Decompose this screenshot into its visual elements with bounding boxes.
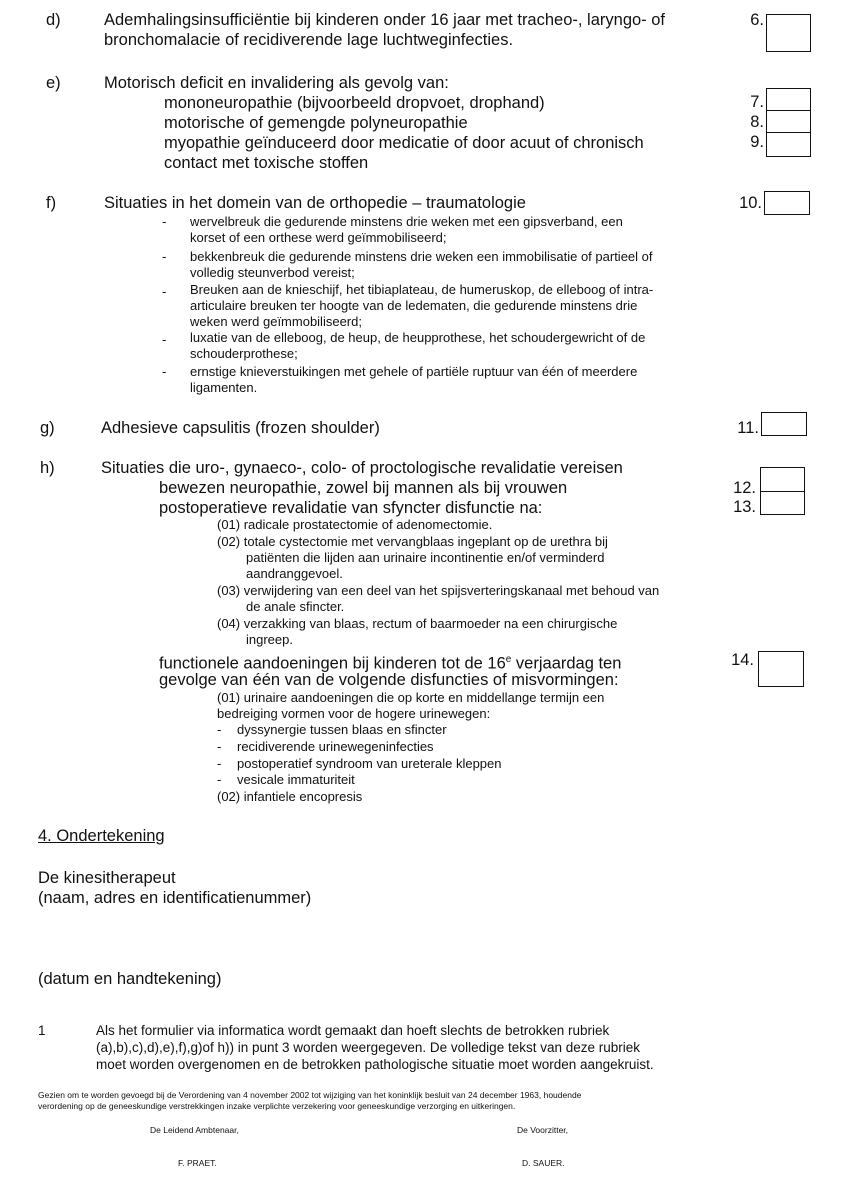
section-f-bullet2-line2: volledig steunverbod vereist; xyxy=(190,265,355,280)
section-h-sub2: postoperatieve revalidatie van sfyncter disfunctie na: xyxy=(159,499,543,517)
bullet-dash: - xyxy=(217,722,222,737)
section-h-q01-line1: (01) urinaire aandoeningen die op korte en middellange termijn een xyxy=(217,690,605,705)
checkbox-9[interactable] xyxy=(766,132,811,157)
section-f-bullet1-line2: korset of een orthese werd geïmmobiliseerd; xyxy=(190,230,447,245)
section-h-item01: (01) radicale prostatectomie of adenomectomie. xyxy=(217,517,493,532)
official-name-right: D. SAUER. xyxy=(522,1158,565,1168)
checkbox-8-number: 8. xyxy=(750,113,764,131)
section-d-line1: Ademhalingsinsufficiëntie bij kinderen onder 16 jaar met tracheo-, laryngo- of xyxy=(104,11,666,29)
checkbox-14-number: 14. xyxy=(731,651,754,669)
section-f-bullet3-line3: weken werd geïmmobiliseerd; xyxy=(190,314,362,329)
checkbox-9-number: 9. xyxy=(750,133,764,151)
section-h-sub3-line1: functionele aandoeningen bij kinderen tot de 16e verjaardag ten xyxy=(159,654,622,673)
section-h-item02-line1: (02) totale cystectomie met vervangblaas ingeplant op de urethra bij xyxy=(217,534,608,549)
kine-label-line2: (naam, adres en identificatienummer) xyxy=(38,889,312,907)
section-h-item02-line2: patiënten die lijden aan urinaire incontinentie en/of verminderd xyxy=(246,550,605,565)
section-g-title: Adhesieve capsulitis (frozen shoulder) xyxy=(101,419,380,437)
section-d-line2: bronchomalacie of recidiverende lage luchtweginfecties. xyxy=(104,31,514,49)
section-h-q-bullet4: vesicale immaturiteit xyxy=(237,772,355,787)
section-f-bullet5-line2: ligamenten. xyxy=(190,380,258,395)
section-f-bullet4-line2: schouderprothese; xyxy=(190,346,298,361)
checkbox-12-number: 12. xyxy=(733,479,756,497)
checkbox-6[interactable] xyxy=(766,14,811,52)
date-signature-label: (datum en handtekening) xyxy=(38,970,222,988)
section-f-bullet3-line1: Breuken aan de knieschijf, het tibiaplateau, de humeruskop, de elleboog of intra- xyxy=(190,282,654,297)
bullet-dash: - xyxy=(217,756,222,771)
section-e-title: Motorisch deficit en invalidering als gevolg van: xyxy=(104,74,449,92)
section-f-bullet3-line2: articulaire breuken ter hoogte van de ledematen, die gedurende minstens drie xyxy=(190,298,638,313)
checkbox-7-number: 7. xyxy=(750,93,764,111)
bullet-dash: - xyxy=(217,772,222,787)
section-h-item04-line2: ingreep. xyxy=(246,632,293,647)
checkbox-7[interactable] xyxy=(766,88,811,111)
section-h-q01-line2: bedreiging vormen voor de hogere urinewegen: xyxy=(217,706,491,721)
footnote-line2: (a),b),c),d),e),f),g)of h)) in punt 3 worden weergegeven. De volledige tekst van deze rubriek xyxy=(96,1040,641,1055)
checkbox-8[interactable] xyxy=(766,110,811,133)
bullet-dash: - xyxy=(162,214,167,229)
section-h-q-bullet3: postoperatief syndroom van ureterale kleppen xyxy=(237,756,502,771)
official-title-left: De Leidend Ambtenaar, xyxy=(150,1125,239,1135)
section-f-bullet1-line1: wervelbreuk die gedurende minstens drie weken met een gipsverband, een xyxy=(190,214,623,229)
signature-heading: 4. Ondertekening xyxy=(38,827,165,845)
section-h-item02-line3: aandranggevoel. xyxy=(246,566,343,581)
section-e-item3-line1: myopathie geïnduceerd door medicatie of door acuut of chronisch xyxy=(164,134,644,152)
section-d-letter: d) xyxy=(46,11,61,29)
section-h-sub1: bewezen neuropathie, zowel bij mannen als bij vrouwen xyxy=(159,479,568,497)
footnote-line1: Als het formulier via informatica wordt gemaakt dan hoeft slechts de betrokken rubriek xyxy=(96,1023,610,1038)
section-h-item03-line1: (03) verwijdering van een deel van het spijsverteringskanaal met behoud van xyxy=(217,583,660,598)
section-h-q-bullet1: dyssynergie tussen blaas en sfincter xyxy=(237,722,447,737)
section-h-letter: h) xyxy=(40,459,55,477)
section-h-q02: (02) infantiele encopresis xyxy=(217,789,363,804)
checkbox-13[interactable] xyxy=(760,491,805,515)
bullet-dash: - xyxy=(162,284,167,299)
section-h-item03-line2: de anale sfincter. xyxy=(246,599,345,614)
checkbox-11[interactable] xyxy=(761,412,807,436)
legal-line1: Gezien om te worden gevoegd bij de Verordening van 4 november 2002 tot wijziging van het koninklijk besluit van 24 december 1963, houdende xyxy=(38,1090,582,1100)
section-e-letter: e) xyxy=(46,74,61,92)
section-f-bullet5-line1: ernstige knieverstuikingen met gehele of partiële ruptuur van één of meerdere xyxy=(190,364,638,379)
section-f-bullet2-line1: bekkenbreuk die gedurende minstens drie weken een immobilisatie of partieel of xyxy=(190,249,653,264)
section-g-letter: g) xyxy=(40,419,55,437)
bullet-dash: - xyxy=(217,739,222,754)
footnote-line3: moet worden overgenomen en de betrokken pathologische situatie moet worden aangekruist. xyxy=(96,1057,654,1072)
section-h-title: Situaties die uro-, gynaeco-, colo- of proctologische revalidatie vereisen xyxy=(101,459,623,477)
footnote-number: 1 xyxy=(38,1023,46,1038)
checkbox-12[interactable] xyxy=(760,467,805,492)
bullet-dash: - xyxy=(162,364,167,379)
section-h-item04-line1: (04) verzakking van blaas, rectum of baarmoeder na een chirurgische xyxy=(217,616,618,631)
checkbox-11-number: 11. xyxy=(737,419,759,437)
section-f-title: Situaties in het domein van de orthopedie – traumatologie xyxy=(104,194,526,212)
checkbox-14[interactable] xyxy=(758,651,804,687)
section-e-item2: motorische of gemengde polyneuropathie xyxy=(164,114,468,132)
section-f-bullet4-line1: luxatie van de elleboog, de heup, de heupprothese, het schoudergewricht of de xyxy=(190,330,646,345)
checkbox-10[interactable] xyxy=(764,191,810,215)
section-e-item3-line2: contact met toxische stoffen xyxy=(164,154,369,172)
bullet-dash: - xyxy=(162,249,167,264)
official-title-right: De Voorzitter, xyxy=(517,1125,569,1135)
kine-label-line1: De kinesitherapeut xyxy=(38,869,176,887)
section-h-q-bullet2: recidiverende urinewegeninfecties xyxy=(237,739,434,754)
checkbox-6-number: 6. xyxy=(750,11,764,29)
legal-line2: verordening op de geneeskundige verstrekkingen inzake verplichte verzekering voor geneeskundige verzorging en uitkeringen. xyxy=(38,1101,516,1111)
section-f-letter: f) xyxy=(46,194,57,212)
checkbox-10-number: 10. xyxy=(739,194,762,212)
official-name-left: F. PRAET. xyxy=(178,1158,217,1168)
section-h-sub3-line2: gevolge van één van de volgende disfuncties of misvormingen: xyxy=(159,671,619,689)
checkbox-13-number: 13. xyxy=(733,498,756,516)
section-e-item1: mononeuropathie (bijvoorbeeld dropvoet, drophand) xyxy=(164,94,545,112)
bullet-dash: - xyxy=(162,332,167,347)
